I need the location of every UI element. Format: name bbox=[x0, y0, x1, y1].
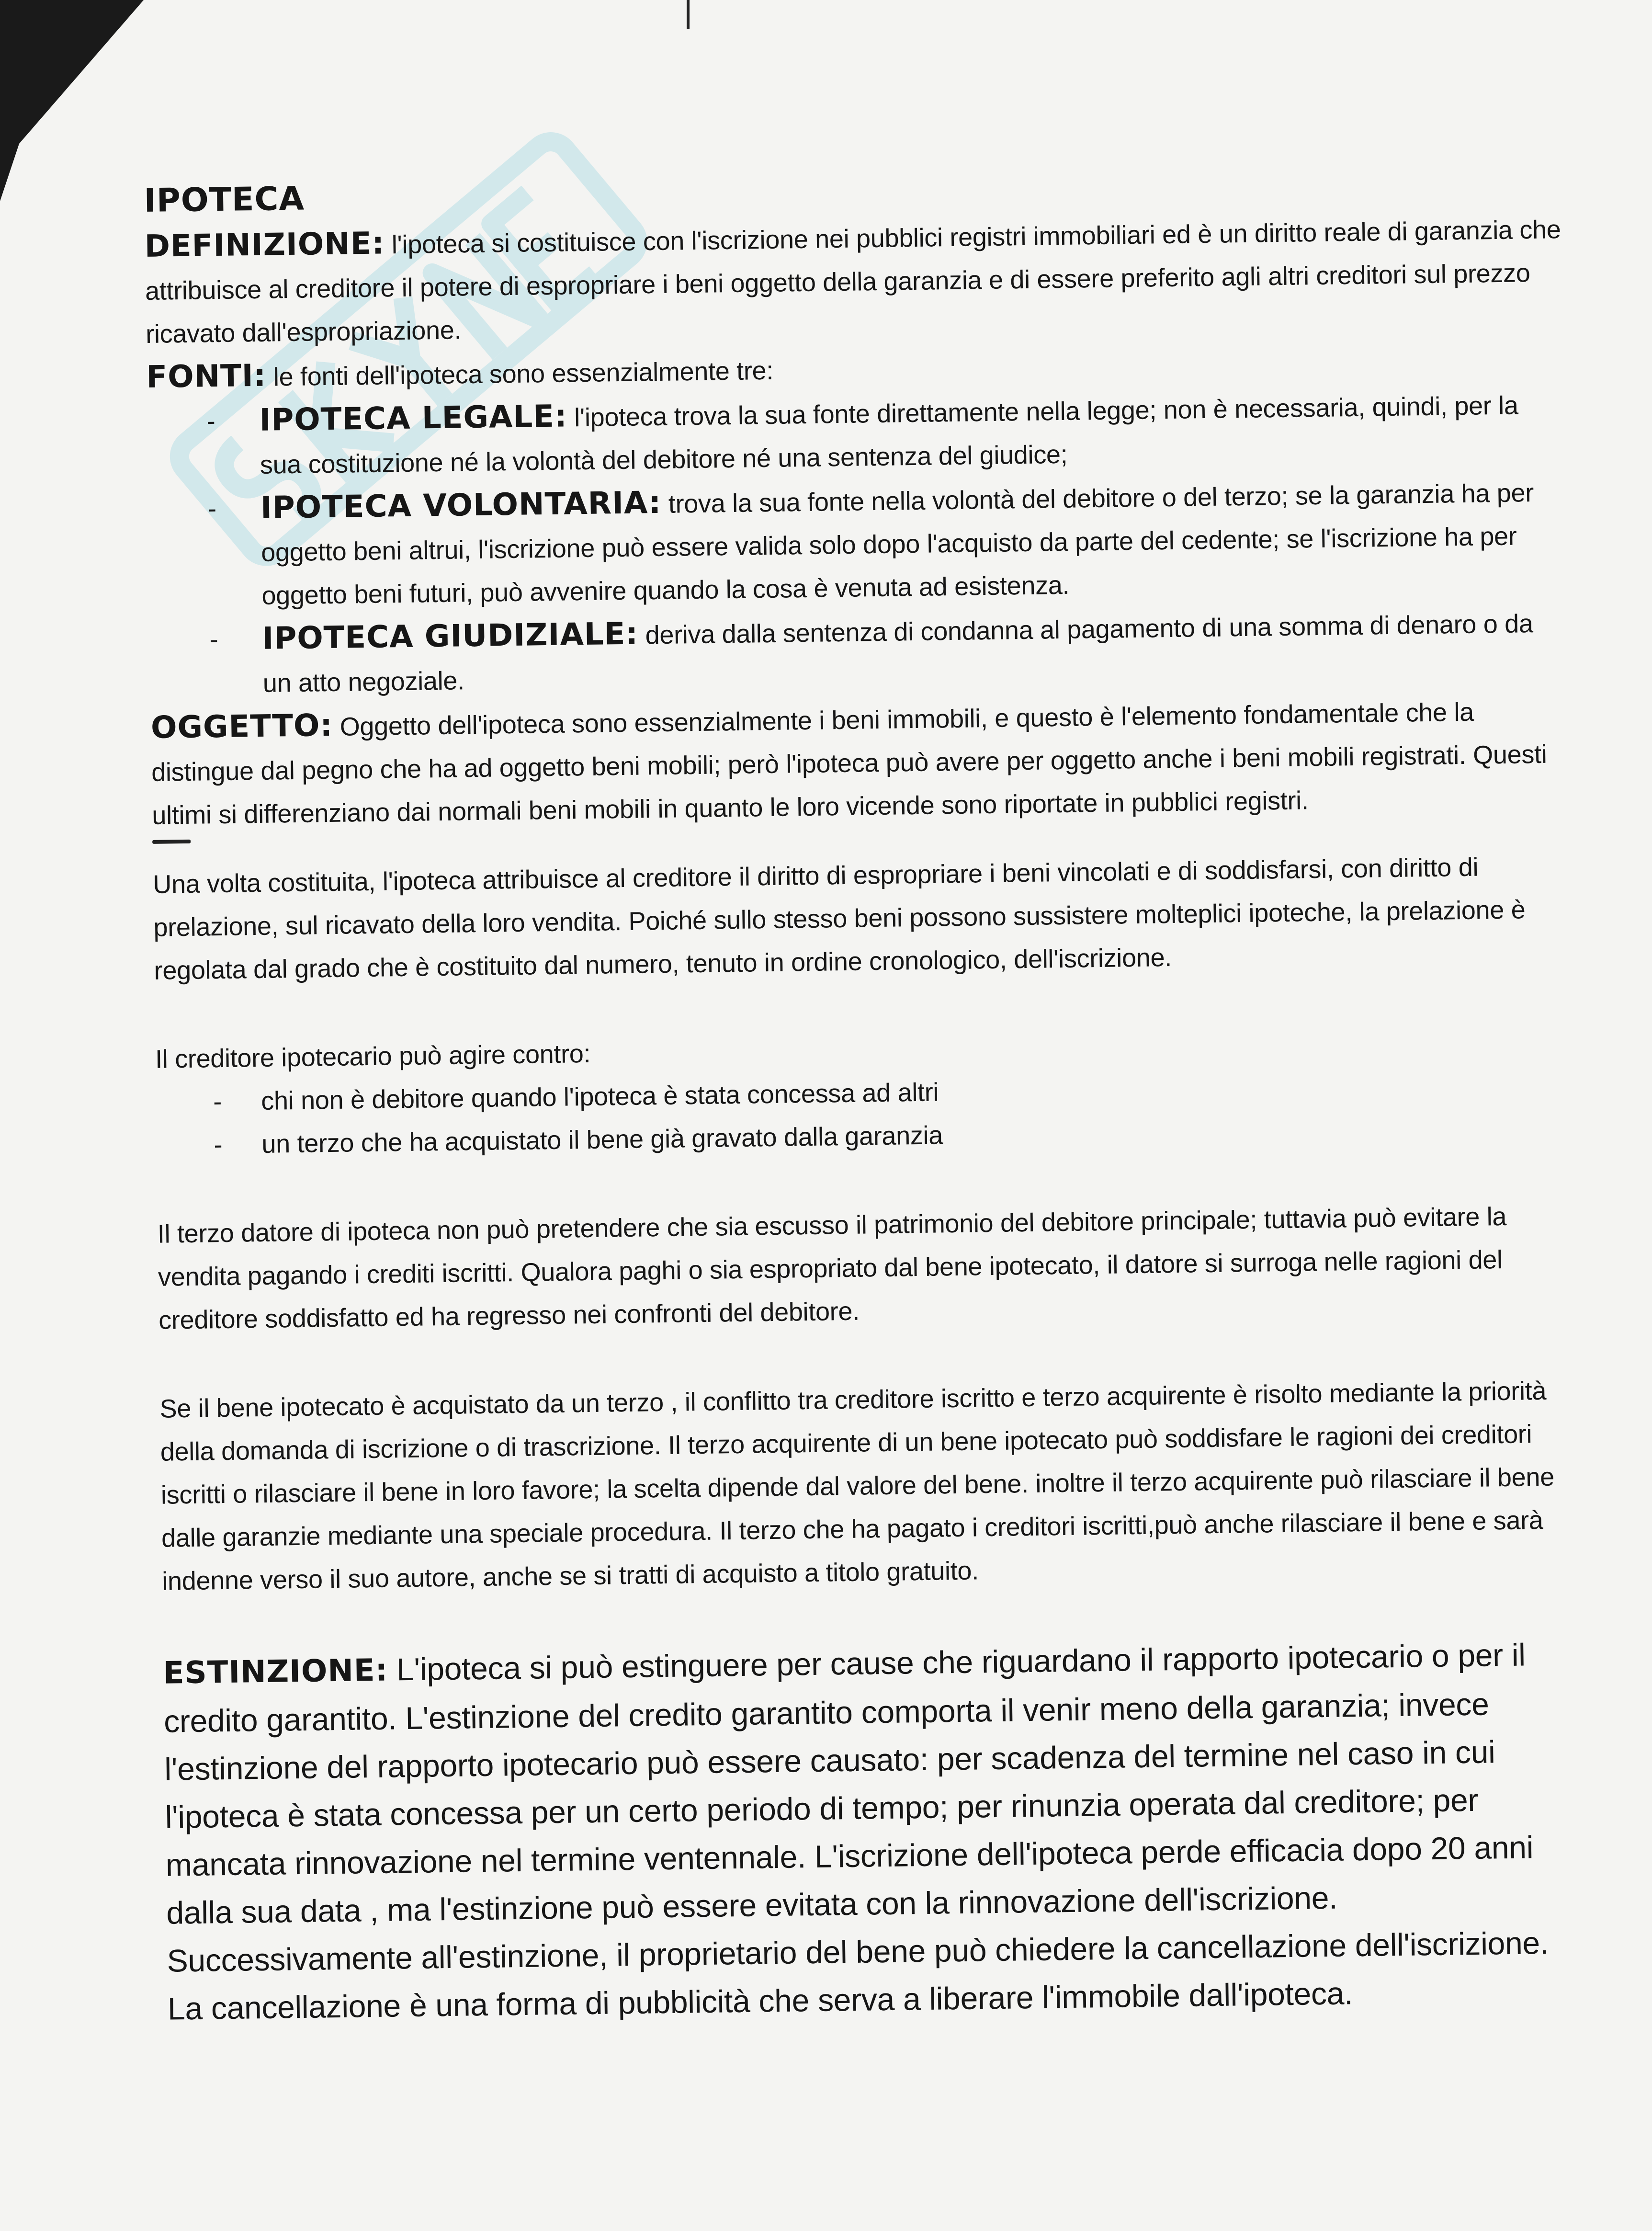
fonti-list bbox=[147, 382, 1568, 706]
oggetto-heading: OGGETTO: bbox=[150, 707, 333, 746]
costituita-paragraph: Una volta costituita, l'ipoteca attribuisce al creditore il diritto di espropriare i beni vincolati e di soddisfarsi, con diritto di prelazione, sul ricavato della loro vendita. Poiché sullo stesso beni possono sussistere molteplici ipoteche, la prelazione è regolata dal grado che è costituito dal numero, tenuto in ordine cronologico, dell'iscrizione. bbox=[152, 853, 1526, 985]
list-item bbox=[147, 469, 1566, 619]
oggetto-text: Oggetto dell'ipoteca sono essenzialmente i beni immobili, e questo è l'elemento fondamentale che la distingue dal pegno che ha ad oggetto beni mobili; però l'ipoteca può avere per oggetto anche i beni mobili registrati. Questi ultimi si differenziano dai normali beni mobili in quanto le loro vicende sono riportate in pubblici registri. bbox=[151, 697, 1547, 830]
ipoteca-volontaria-heading: IPOTECA VOLONTARIA: bbox=[260, 485, 662, 526]
ipoteca-giudiziale-heading: IPOTECA GIUDIZIALE: bbox=[262, 616, 639, 657]
ipoteca-legale-text: l'ipoteca trova la sua fonte direttamente nella legge; non è necessaria, quindi, per la sua costituzione né la volontà del debitore né una sentenza del giudice; bbox=[260, 391, 1519, 479]
ipoteca-giudiziale-text: deriva dalla sentenza di condanna al pagamento di una somma di denaro o da un atto negoziale. bbox=[262, 609, 1534, 698]
definizione-text: l'ipoteca si costituisce con l'iscrizione nei pubblici registri immobiliari ed è un diritto reale di garanzia che attribuisce al creditore il potere di espropriare i beni oggetto della garanzia e di essere preferito agli altri creditori sul prezzo ricavato dall'espropriazione. bbox=[145, 215, 1561, 349]
list-item bbox=[149, 600, 1568, 706]
fonti-heading: FONTI: bbox=[146, 358, 267, 395]
ipoteca-volontaria-text: trova la sua fonte nella volontà del debitore o del terzo; se la garanzia ha per oggetto beni altrui, l'iscrizione può essere valida solo dopo l'acquisto da parte del cedente; se l'iscrizione ha per oggetto beni futuri, può avvenire quando la cosa è venuta ad esistenza. bbox=[260, 478, 1534, 610]
estinzione-heading: ESTINZIONE: bbox=[163, 1652, 388, 1691]
fonti-intro: le fonti dell'ipoteca sono essenzialmente tre: bbox=[273, 356, 774, 392]
terzo-datore-paragraph: Il terzo datore di ipoteca non può pretendere che sia escusso il patrimonio del debitore principale; tuttavia può evitare la vendita pagando i crediti iscritti. Qualora paghi o sia espropriato dal bene ipotecato, il datore si surroga nelle ragioni del creditore soddisfatto ed ha regresso nei confronti del debitore. bbox=[157, 1202, 1507, 1335]
list-item: - chi non è debitore quando l'ipoteca è stata concessa ad altri bbox=[156, 1062, 1573, 1124]
estinzione-paragraph bbox=[163, 1630, 1585, 2033]
scan-top-mark bbox=[685, 0, 691, 29]
list-item: - un terzo che ha acquistato il bene già gravato dalla garanzia bbox=[156, 1105, 1574, 1167]
definizione-heading: DEFINIZIONE: bbox=[144, 226, 385, 264]
definizione-paragraph bbox=[144, 206, 1563, 356]
acquisto-paragraph: Se il bene ipotecato è acquistato da un terzo , il conflitto tra creditore iscritto e terzo acquirente è risolto mediante la priorità della domanda di iscrizione o di trascrizione. Il terzo acquirente di un bene ipotecato può soddisfare le ragioni dei creditori iscritti o rilasciare il bene in loro favore; la scelta dipende dal valore del bene. inoltre il terzo acquirente può rilasciare il bene dalle garanzie mediante una speciale procedura. Il terzo che ha pagato i creditori iscritti,può anche rilasciare il bene e sarà indenne verso il suo autore, anche se si tratti di acquisto a titolo gratuito. bbox=[159, 1376, 1555, 1596]
handwritten-dash bbox=[152, 840, 191, 844]
oggetto-paragraph bbox=[150, 688, 1569, 837]
document-title: IPOTECA bbox=[144, 180, 305, 220]
estinzione-text: L'ipoteca si può estinguere per cause che riguardano il rapporto ipotecario o per il credito garantito. L'estinzione del credito garantito comporta il venir meno della garanzia; invece l'estinzione del rapporto ipotecario può essere causato: per scadenza del termine nel caso in cui l'ipoteca è stata concessa per un certo periodo di tempo; per rinunzia operata dal creditore; per mancata rinnovazione nel termine ventennale. L'iscrizione dell'ipoteca perde efficacia dopo 20 anni dalla sua data , ma l'estinzione può essere evitata con la rinnovazione dell'iscrizione. Successivamente all'estinzione, il proprietario del bene può chiedere la cancellazione dell'iscrizione. La cancellazione è una forma di pubblicità che serva a liberare l'immobile dall'ipoteca. bbox=[163, 1637, 1549, 2026]
document-page bbox=[144, 159, 1585, 2032]
ipoteca-legale-heading: IPOTECA LEGALE: bbox=[259, 398, 568, 438]
creditore-intro: Il creditore ipotecario può agire contro: bbox=[155, 1039, 591, 1074]
